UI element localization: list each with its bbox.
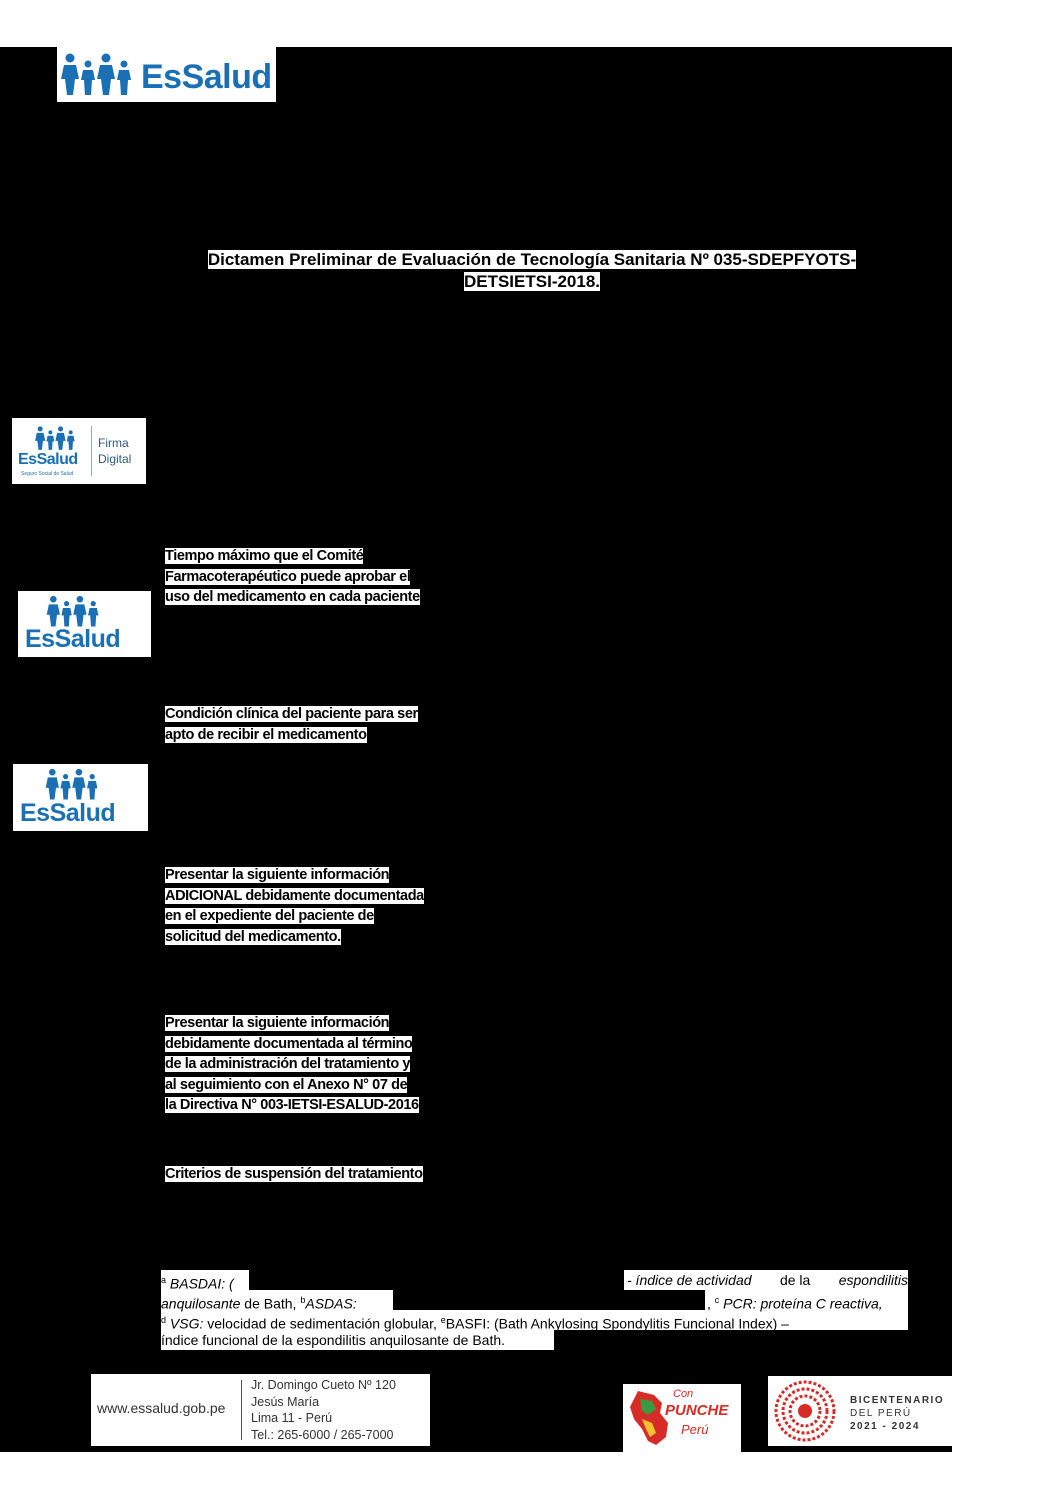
label-line: Presentar la siguiente información xyxy=(165,867,390,883)
title-line-2: DETSIETSI-2018. xyxy=(463,272,601,291)
footnote-vsg: VSG: xyxy=(169,1315,204,1332)
label-tiempo-maximo xyxy=(165,546,420,608)
family-icon xyxy=(32,425,80,451)
address-line: Lima 11 - Perú xyxy=(251,1411,333,1425)
title-line-1: Dictamen Preliminar de Evaluación de Tecnología Sanitaria Nº 035-SDEPFYOTS- xyxy=(207,250,857,269)
label-line: Presentar la siguiente información xyxy=(165,1015,390,1031)
footnote-text: de Bath, xyxy=(244,1295,297,1312)
label-line: uso del medicamento en cada paciente xyxy=(165,589,420,605)
con-punche-peru-logo xyxy=(623,1384,741,1452)
label-line: de la administración del tratamiento y xyxy=(165,1056,411,1072)
website-link[interactable]: www.essalud.gob.pe xyxy=(97,1400,226,1416)
punche-peru: Perú xyxy=(681,1422,709,1437)
essalud-logo xyxy=(13,764,148,831)
footnote-marker: e xyxy=(440,1315,446,1325)
footnote-basdai: BASDAI: ( xyxy=(169,1275,234,1292)
label-line: Farmacoterapéutico puede aprobar el xyxy=(165,568,411,585)
bicentenario-sun-icon xyxy=(772,1378,838,1444)
footnote-marker: a xyxy=(161,1275,167,1285)
label-line: en el expediente del paciente de xyxy=(165,908,374,924)
footnote-text: espondilitis xyxy=(838,1272,908,1288)
footnote-basfi: BASFI: (Bath Ankylosing Spondylitis Funcional Index) – xyxy=(445,1315,789,1332)
footer-contact xyxy=(91,1374,430,1446)
essalud-logo xyxy=(18,591,151,657)
essalud-header-logo xyxy=(57,46,276,102)
label-line: debidamente documentada al término xyxy=(165,1035,413,1052)
label-line: Criterios de suspensión del tratamiento xyxy=(165,1166,423,1182)
label-line: Condición clínica del paciente para ser xyxy=(165,706,418,722)
essalud-subtitle: Seguro Social de Salud xyxy=(21,471,74,477)
bicentenario-line: DEL PERÚ xyxy=(850,1408,912,1419)
bicentenario-logo xyxy=(768,1376,952,1446)
footnote-marker: c xyxy=(714,1295,720,1305)
document-title xyxy=(172,249,892,293)
family-icon xyxy=(60,51,136,97)
footnote-line-1b xyxy=(627,1270,908,1290)
label-informacion-adicional xyxy=(165,865,424,947)
family-icon xyxy=(44,594,104,628)
footnote-pcr: PCR: proteína C reactiva, xyxy=(723,1295,883,1312)
footnote-asdas: ASDAS: xyxy=(305,1295,357,1312)
firma-digital-logo xyxy=(12,418,146,484)
label-line: Tiempo máximo que el Comité xyxy=(165,548,364,564)
footnote-marker: d xyxy=(161,1315,167,1325)
footnote-text: de la xyxy=(779,1272,811,1288)
footnote-line-4: índice funcional de la espondilitis anquilosante de Bath. xyxy=(161,1332,506,1348)
punche-con: Con xyxy=(673,1388,694,1400)
label-line: la Directiva N° 003-IETSI-ESALUD-2016 xyxy=(165,1097,419,1113)
label-line: ADICIONAL debidamente documentada xyxy=(165,887,424,904)
firma-text-2: Digital xyxy=(98,452,132,466)
label-line: al seguimiento con el Anexo N° 07 de xyxy=(165,1076,408,1093)
footnote-text: anquilosante xyxy=(161,1295,241,1312)
address-line: Tel.: 265-6000 / 265-7000 xyxy=(251,1427,394,1442)
label-line: solicitud del medicamento. xyxy=(165,928,341,945)
address-line: Jr. Domingo Cueto Nº 120 xyxy=(251,1378,396,1392)
essalud-wordmark: EsSalud xyxy=(25,625,121,653)
firma-divider xyxy=(91,426,92,476)
bicentenario-line: BICENTENARIO xyxy=(850,1395,945,1406)
label-criterios-suspension xyxy=(165,1164,423,1185)
footnote-text: velocidad de sedimentación globular, xyxy=(207,1315,437,1332)
punche-word: PUNCHE xyxy=(665,1402,729,1419)
essalud-wordmark: EsSalud xyxy=(141,58,272,96)
address-line: Jesús María xyxy=(251,1394,320,1409)
firma-text-1: Firma xyxy=(98,436,129,450)
footer-divider xyxy=(241,1380,242,1440)
essalud-wordmark: EsSalud xyxy=(20,799,116,827)
essalud-wordmark: EsSalud xyxy=(18,451,78,468)
bicentenario-text xyxy=(850,1394,944,1433)
footer-address xyxy=(251,1377,396,1443)
family-icon xyxy=(43,767,103,801)
label-line: apto de recibir el medicamento xyxy=(165,726,367,743)
footnote-line-2b: , $^c$ PCR: proteína C reactiva, xyxy=(707,1295,883,1312)
bicentenario-line: 2021 - 2024 xyxy=(850,1421,920,1432)
label-informacion-termino xyxy=(165,1013,419,1116)
label-condicion-clinica xyxy=(165,704,418,745)
footnote-marker: b xyxy=(300,1295,306,1305)
footnote-indice: - índice de actividad xyxy=(627,1272,752,1288)
